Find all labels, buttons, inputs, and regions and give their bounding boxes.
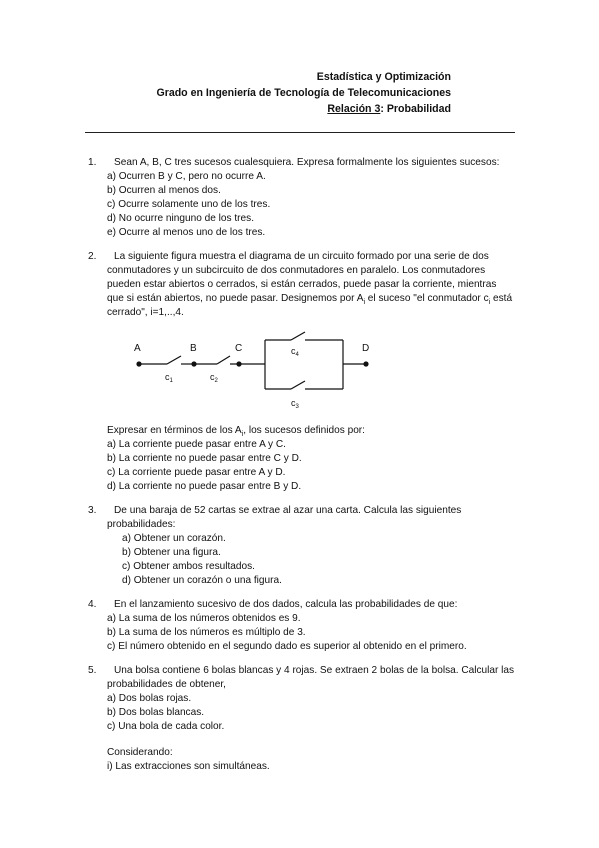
question-2-intro: Expresar en términos de los $A_i$, los sucesos definidos por: bbox=[107, 425, 365, 439]
header-divider bbox=[85, 132, 515, 133]
node-a-label: A bbox=[134, 343, 141, 354]
degree-title: Grado en Ingeniería de Tecnología de Telecomunicaciones bbox=[156, 87, 451, 99]
question-3-item-c: c) Obtener ambos resultados. bbox=[122, 561, 255, 572]
question-5-item-a: a) Dos bolas rojas. bbox=[107, 693, 192, 704]
question-1-item-e: e) Ocurre al menos uno de los tres. bbox=[107, 227, 266, 238]
question-2-item-d: d) La corriente no puede pasar entre B y D. bbox=[107, 481, 302, 492]
question-3-line-2: probabilidades: bbox=[107, 519, 176, 530]
question-3-line-1: De una baraja de 52 cartas se extrae al azar una carta. Calcula las siguientes bbox=[114, 505, 462, 516]
question-1-item-c: c) Ocurre solamente uno de los tres. bbox=[107, 199, 271, 210]
question-2-item-a: a) La corriente puede pasar entre A y C. bbox=[107, 439, 286, 450]
question-3-item-d: d) Obtener un corazón o una figura. bbox=[122, 575, 282, 586]
node-c-label: C bbox=[235, 343, 243, 354]
question-4-item-b: b) La suma de los números es múltiplo de 3. bbox=[107, 627, 306, 638]
question-5-considering: Considerando: bbox=[107, 747, 173, 758]
question-2-item-b: b) La corriente no puede pasar entre C y D. bbox=[107, 453, 302, 464]
node-d-label: D bbox=[362, 343, 370, 354]
question-3-item-a: a) Obtener un corazón. bbox=[122, 533, 226, 544]
sheet-number: Relación 3 bbox=[327, 103, 381, 115]
question-3-number: 3. bbox=[88, 505, 97, 516]
switch-c2-label: $c_2$ bbox=[210, 372, 218, 384]
node-d-dot bbox=[363, 361, 368, 366]
circuit-diagram bbox=[125, 325, 385, 415]
sheet-topic: : Probabilidad bbox=[380, 103, 451, 115]
switch-c3-label: $c_3$ bbox=[291, 398, 299, 410]
sheet-title bbox=[327, 101, 451, 117]
question-1-number: 1. bbox=[88, 157, 97, 168]
question-5-item-b: b) Dos bolas blancas. bbox=[107, 707, 205, 718]
question-2-line-4: que si están abiertos, no puede pasar. Designemos por $A_i$ el suceso "el conmutador $c_i$ está bbox=[107, 293, 513, 307]
question-5-item-c: c) Una bola de cada color. bbox=[107, 721, 225, 732]
course-title: Estadística y Optimización bbox=[316, 71, 451, 83]
question-1-text: Sean A, B, C tres sucesos cualesquiera. Expresa formalmente los siguientes sucesos: bbox=[114, 157, 500, 168]
question-4-item-a: a) La suma de los números obtenidos es 9. bbox=[107, 613, 301, 624]
question-2-item-c: c) La corriente puede pasar entre A y D. bbox=[107, 467, 286, 478]
question-4-item-c: c) El número obtenido en el segundo dado es superior al obtenido en el primero. bbox=[107, 641, 467, 652]
node-a-dot bbox=[136, 361, 141, 366]
question-2-number: 2. bbox=[88, 251, 97, 262]
question-4-text: En el lanzamiento sucesivo de dos dados, calcula las probabilidades de que: bbox=[114, 599, 458, 610]
question-1-item-a: a) Ocurren B y C, pero no ocurre A. bbox=[107, 171, 266, 182]
question-2-line-3: pueden estar abiertos o cerrados, si están cerrados, puede pasar la corriente, mientras bbox=[107, 279, 497, 290]
node-c-dot bbox=[236, 361, 241, 366]
question-5-case-i: i) Las extracciones son simultáneas. bbox=[107, 761, 270, 772]
question-1-item-b: b) Ocurren al menos dos. bbox=[107, 185, 221, 196]
node-b-label: B bbox=[190, 343, 197, 354]
question-2-line-1: La siguiente figura muestra el diagrama de un circuito formado por una serie de dos bbox=[114, 251, 489, 262]
switch-c1-label: $c_1$ bbox=[165, 372, 173, 384]
question-5-number: 5. bbox=[88, 665, 97, 676]
question-5-line-1: Una bolsa contiene 6 bolas blancas y 4 rojas. Se extraen 2 bolas de la bolsa. Calcular las bbox=[114, 665, 515, 676]
question-4-number: 4. bbox=[88, 599, 97, 610]
question-5-line-2: probabilidades de obtener, bbox=[107, 679, 226, 690]
question-2-line-2: conmutadores y un subcircuito de dos conmutadores en paralelo. Los conmutadores bbox=[107, 265, 486, 276]
node-b-dot bbox=[191, 361, 196, 366]
question-1-item-d: d) No ocurre ninguno de los tres. bbox=[107, 213, 255, 224]
question-3-item-b: b) Obtener una figura. bbox=[122, 547, 221, 558]
switch-c4-label: $c_4$ bbox=[291, 346, 299, 358]
question-2-line-5: cerrado", i=1,..,4. bbox=[107, 307, 184, 318]
